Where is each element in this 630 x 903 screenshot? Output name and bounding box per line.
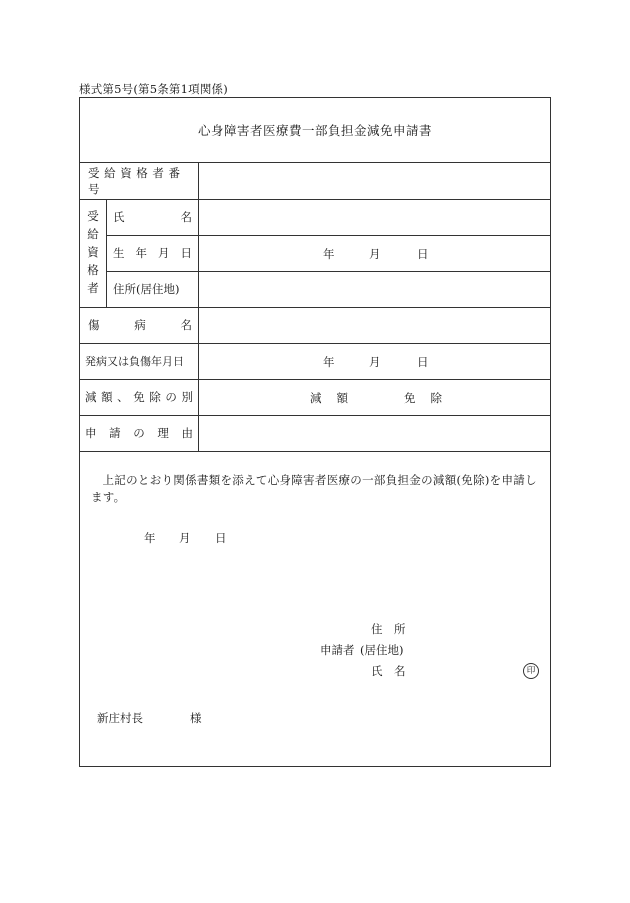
applicant-address-label: 住 所 <box>371 622 406 636</box>
application-form <box>79 97 551 767</box>
disease-label-char: 名 <box>180 318 192 332</box>
name-label <box>113 199 192 235</box>
name-field[interactable] <box>199 199 551 235</box>
recipient-number-field[interactable] <box>199 163 551 199</box>
date-day-unit: 日 <box>215 531 227 545</box>
addressee-honorific: 様 <box>190 711 202 725</box>
reason-label-char: 請 <box>109 426 121 440</box>
reason-label-char: の <box>133 426 145 440</box>
reason-label-char: 由 <box>181 426 193 440</box>
address-label-text: 住所(居住地) <box>113 282 180 296</box>
form-title: 心身障害者医療費一部負担金減免申請書 <box>80 98 550 163</box>
declaration-text: 上記のとおり関係書類を添えて心身障害者医療の一部負担金の減額(免除)を申請します。 <box>91 473 537 504</box>
date-month-unit: 月 <box>179 531 191 545</box>
birthdate-field[interactable] <box>199 235 551 271</box>
onset-label <box>85 343 197 379</box>
addressee-office: 新庄村長 <box>97 711 143 725</box>
exemption-char: 除 <box>430 391 442 405</box>
birthdate-label-char: 月 <box>158 246 170 260</box>
onset-year-unit: 年 <box>323 355 335 369</box>
birthdate-label-char: 年 <box>135 246 147 260</box>
reduction-option[interactable] <box>310 390 348 406</box>
birthdate-year-unit: 年 <box>323 247 335 261</box>
column-divider <box>106 199 107 307</box>
type-label-char: 、 <box>117 390 129 404</box>
onset-label-text: 発病又は負傷年月日 <box>85 355 184 368</box>
reduction-char: 減 <box>310 391 322 405</box>
type-label-char: 額 <box>101 390 113 404</box>
birthdate-month-unit: 月 <box>369 247 381 261</box>
recipient-group-label <box>80 208 106 296</box>
reason-field[interactable] <box>199 415 551 451</box>
exemption-char: 免 <box>404 391 416 405</box>
group-char: 給 <box>87 227 99 241</box>
reason-label-char: 申 <box>85 426 97 440</box>
type-label-char: 別 <box>181 390 193 404</box>
address-field[interactable] <box>199 271 551 307</box>
recipient-number-label-text: 受給資格者番号 <box>88 166 185 196</box>
applicant-residence-label: (居住地) <box>360 643 404 657</box>
date-year-unit: 年 <box>144 531 156 545</box>
recipient-number-label <box>88 163 192 199</box>
onset-date-field[interactable] <box>199 343 551 379</box>
seal-mark: 印 <box>523 663 539 679</box>
reason-label <box>85 415 193 451</box>
type-label-char: 免 <box>133 390 145 404</box>
form-number: 様式第5号(第5条第1項関係) <box>79 82 228 96</box>
name-label-char: 名 <box>180 210 192 224</box>
address-label <box>113 271 198 307</box>
group-char: 格 <box>87 263 99 277</box>
group-char: 資 <box>87 245 99 259</box>
row-divider <box>80 451 551 452</box>
exemption-option[interactable] <box>404 390 442 406</box>
reduction-char: 額 <box>336 391 348 405</box>
birthdate-label-char: 生 <box>113 246 125 260</box>
onset-month-unit: 月 <box>369 355 381 369</box>
birthdate-day-unit: 日 <box>417 247 429 261</box>
disease-field[interactable] <box>199 307 551 343</box>
birthdate-label-char: 日 <box>180 246 192 260</box>
type-label-char: 除 <box>149 390 161 404</box>
applicant-name-label: 氏 名 <box>371 664 406 678</box>
type-label-char: の <box>165 390 177 404</box>
birthdate-label <box>113 235 192 271</box>
group-char: 者 <box>87 281 99 295</box>
type-label <box>85 379 193 415</box>
reason-label-char: 理 <box>157 426 169 440</box>
type-label-char: 減 <box>85 390 97 404</box>
disease-label-char: 病 <box>134 318 146 332</box>
group-char: 受 <box>87 209 99 223</box>
applicant-label: 申請者 <box>320 643 355 657</box>
disease-label <box>88 307 192 343</box>
name-label-char: 氏 <box>113 210 125 224</box>
type-field <box>199 379 551 415</box>
onset-day-unit: 日 <box>417 355 429 369</box>
disease-label-char: 傷 <box>88 318 100 332</box>
